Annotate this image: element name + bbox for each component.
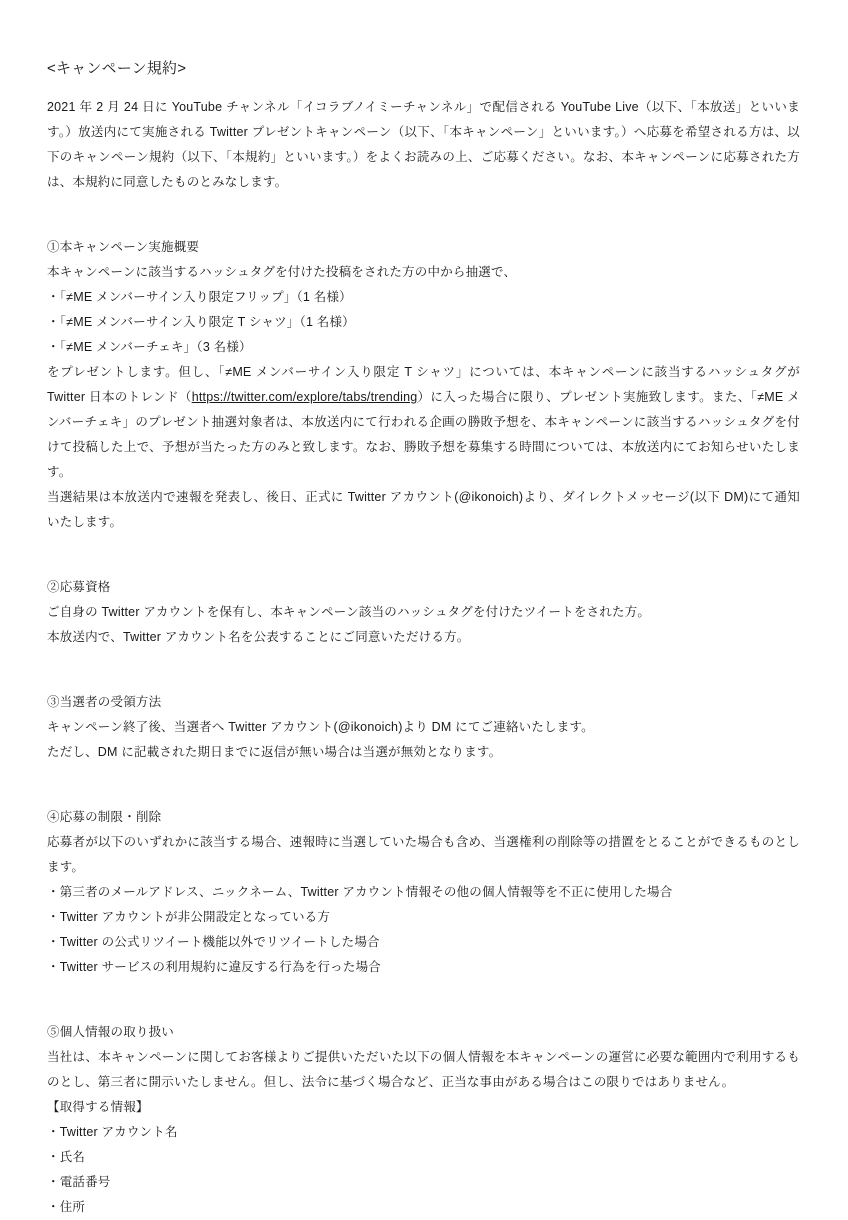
prize-list-item: ・「≠ME メンバーチェキ」（3 名様）	[47, 340, 252, 354]
collected-info-item: ・Twitter アカウント名	[47, 1125, 178, 1139]
restriction-list-item: ・Twitter の公式リツイート機能以外でリツイートした場合	[47, 935, 380, 949]
collected-info-label: 【取得する情報】	[47, 1100, 149, 1114]
section3-heading: ③当選者の受領方法	[47, 695, 162, 709]
section1-body-paragraph	[47, 360, 800, 485]
section5-body: 当社は、本キャンペーンに関してお客様よりご提供いただいた以下の個人情報を本キャンペーンの運営に必要な範囲内で利用するものとし、第三者に開示いたしません。但し、法令に基づく場合など、正当な事由がある場合はこの限りではありません。	[47, 1050, 800, 1089]
intro-paragraph: 2021 年 2 月 24 日に YouTube チャンネル「イコラブノイミーチャンネル」で配信される YouTube Live（以下、「本放送」といいます。）放送内にて実施される Twitter プレゼントキャンペーン（以下、「本キャンペーン」といいます。）へ応募を希望される方は、以下のキャンペーン規約（以下、「本規約」といいます。）をよくお読みの上、ご応募ください。なお、本キャンペーンに応募された方は、本規約に同意したものとみなします。	[47, 100, 800, 189]
trending-url-link[interactable]: https://twitter.com/explore/tabs/trending	[191, 390, 418, 404]
restriction-list-item: ・Twitter アカウントが非公開設定となっている方	[47, 910, 331, 924]
section-campaign-overview	[47, 235, 800, 535]
section2-heading: ②応募資格	[47, 580, 111, 594]
section4-lead: 応募者が以下のいずれかに該当する場合、速報時に当選していた場合も含め、当選権利の削除等の措置をとることができるものとします。	[47, 835, 800, 874]
collected-info-item: ・氏名	[47, 1150, 86, 1164]
collected-info-item: ・住所	[47, 1200, 86, 1214]
restriction-list-item: ・第三者のメールアドレス、ニックネーム、Twitter アカウント情報その他の個人情報等を不正に使用した場合	[47, 885, 673, 899]
section-winner-notification	[47, 690, 800, 765]
page-title: <キャンペーン規約>	[47, 60, 187, 77]
section1-heading: ①本キャンペーン実施概要	[47, 240, 200, 254]
section1-lead: 本キャンペーンに該当するハッシュタグを付けた投稿をされた方の中から抽選で、	[47, 265, 517, 279]
section-eligibility	[47, 575, 800, 650]
section-entry-restrictions	[47, 805, 800, 980]
section1-result-note: 当選結果は本放送内で速報を発表し、後日、正式に Twitter アカウント(@ikonoich)より、ダイレクトメッセージ(以下 DM)にて通知いたします。	[47, 490, 800, 529]
section5-heading: ⑤個人情報の取り扱い	[47, 1025, 175, 1039]
section2-requirement: ご自身の Twitter アカウントを保有し、本キャンペーン該当のハッシュタグを付けたツイートをされた方。	[47, 605, 651, 619]
section3-note: キャンペーン終了後、当選者へ Twitter アカウント(@ikonoich)より DM にてご連絡いたします。	[47, 720, 594, 734]
section1-body-before-link: をプレゼントします。但し、「≠ME メンバーサイン入り限定 T シャツ」については、本キャンペーンに該当するハッシュタグが Twitter 日本のトレンド（	[47, 365, 800, 404]
section4-heading: ④応募の制限・削除	[47, 810, 162, 824]
prize-list-item: ・「≠ME メンバーサイン入り限定 T シャツ」（1 名様）	[47, 315, 355, 329]
collected-info-item: ・電話番号	[47, 1175, 111, 1189]
section-personal-info	[47, 1020, 800, 1220]
section3-note: ただし、DM に記載された期日までに返信が無い場合は当選が無効となります。	[47, 745, 502, 759]
prize-list-item: ・「≠ME メンバーサイン入り限定フリップ」（1 名様）	[47, 290, 352, 304]
section2-requirement: 本放送内で、Twitter アカウント名を公表することにご同意いただける方。	[47, 630, 470, 644]
section1-body-after-link: ）に入った場合に限り、プレゼント実施致します。また、「≠ME メンバーチェキ」のプレゼント抽選対象者は、本放送内にて行われる企画の勝敗予想を、本キャンペーンに該当するハッシュタグを付けて投稿した上で、予想が当たった方のみと致します。なお、勝敗予想を募集する時間については、本放送内にてお知らせいたします。	[47, 390, 800, 479]
restriction-list-item: ・Twitter サービスの利用規約に違反する行為を行った場合	[47, 960, 381, 974]
